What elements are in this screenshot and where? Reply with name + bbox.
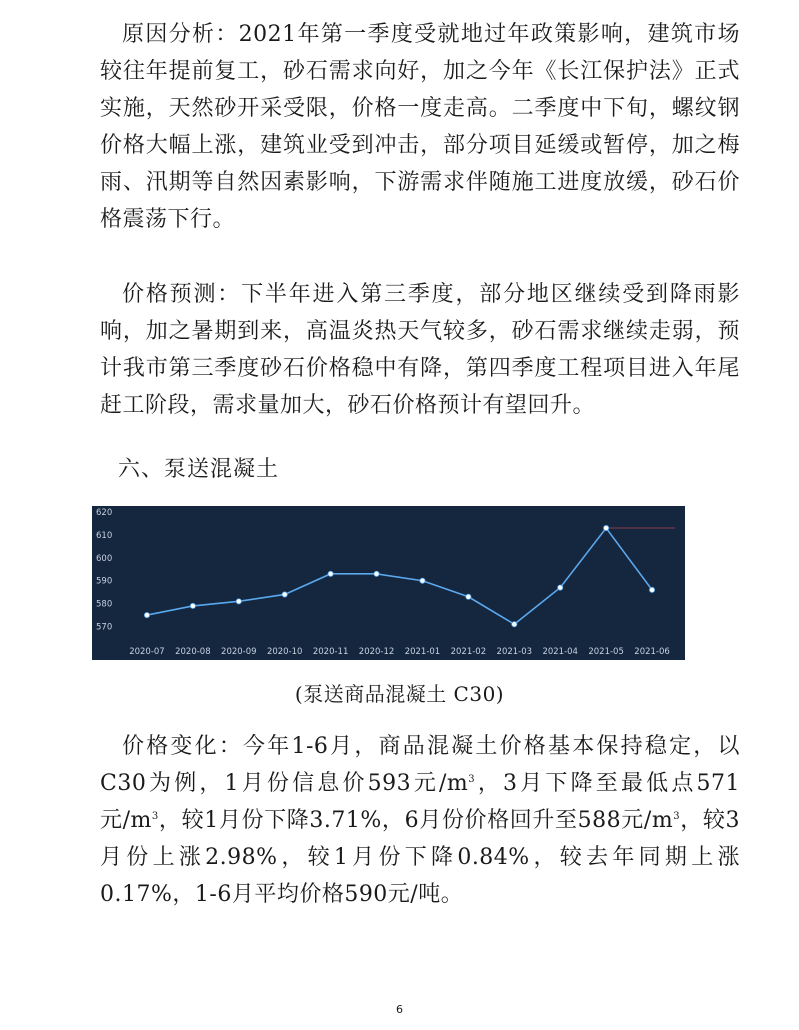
y-tick-label: 570 bbox=[96, 622, 113, 633]
superscript-cubic: 3 bbox=[673, 811, 681, 822]
data-point bbox=[190, 603, 195, 608]
superscript-cubic: 3 bbox=[468, 774, 476, 785]
x-tick-label: 2021-05 bbox=[588, 647, 624, 657]
x-tick-label: 2021-06 bbox=[634, 647, 670, 657]
section-heading: 六、泵送混凝土 bbox=[118, 457, 280, 482]
x-tick-label: 2021-02 bbox=[450, 647, 487, 657]
price-series-line bbox=[147, 528, 652, 624]
x-tick-label: 2020-10 bbox=[266, 647, 303, 657]
y-tick-label: 580 bbox=[96, 599, 113, 610]
price-change-text-2: ，3月下降至最低点571元/m bbox=[100, 771, 740, 833]
y-tick-label: 590 bbox=[96, 576, 113, 587]
page-number: 6 bbox=[396, 1003, 403, 1016]
line-chart-svg bbox=[92, 506, 685, 660]
y-tick-label: 620 bbox=[96, 508, 113, 518]
x-tick-label: 2020-11 bbox=[312, 647, 349, 657]
y-tick-label: 600 bbox=[96, 553, 113, 564]
data-point bbox=[328, 571, 333, 576]
data-point bbox=[236, 599, 241, 604]
x-tick-label: 2020-09 bbox=[221, 647, 257, 657]
data-point bbox=[558, 585, 563, 590]
x-tick-label: 2021-01 bbox=[404, 647, 441, 657]
y-tick-label: 610 bbox=[96, 530, 113, 541]
x-tick-label: 2020-12 bbox=[358, 647, 395, 657]
cause-analysis-paragraph: 原因分析：2021年第一季度受就地过年政策影响，建筑市场较往年提前复工，砂石需求向好，加之今年《长江保护法》正式实施，天然砂开采受限，价格一度走高。二季度中下旬，螺纹钢价格大幅上涨，建筑业受到冲击，部分项目延缓或暂停，加之梅雨、汛期等自然因素影响，下游需求伴随施工进度放缓，砂石价格震荡下行。 bbox=[100, 22, 740, 232]
data-point bbox=[649, 587, 654, 592]
data-point bbox=[420, 578, 425, 583]
data-point bbox=[604, 525, 609, 530]
data-point bbox=[466, 594, 471, 599]
superscript-cubic: 3 bbox=[151, 811, 159, 822]
price-change-text-1: 价格变化：今年1-6月，商品混凝土价格基本保持稳定，以C30为例，1月份信息价593元/m bbox=[100, 734, 740, 796]
x-tick-label: 2020-07 bbox=[129, 647, 165, 657]
data-point bbox=[282, 592, 287, 597]
price-forecast-paragraph: 价格预测：下半年进入第三季度，部分地区继续受到降雨影响，加之暑期到来，高温炎热天气较多，砂石需求继续走弱，预计我市第三季度砂石价格稳中有降，第四季度工程项目进入年尾赶工阶段，需求量加大，砂石价格预计有望回升。 bbox=[100, 282, 740, 418]
price-change-paragraph bbox=[100, 728, 740, 913]
data-point bbox=[374, 571, 379, 576]
x-tick-label: 2021-03 bbox=[496, 647, 533, 657]
chart-caption: (泵送商品混凝土 C30) bbox=[294, 682, 505, 706]
price-change-text-3: ，较1月份下降3.71%，6月份价格回升至588元/m bbox=[158, 808, 674, 833]
data-point bbox=[144, 612, 149, 617]
price-change-text-4: ，较3月份上涨2.98%，较1月份下降0.84%，较去年同期上涨0.17%，1-6月平均价格590元/吨。 bbox=[100, 808, 741, 907]
concrete-price-chart bbox=[92, 506, 685, 660]
x-tick-label: 2021-04 bbox=[542, 647, 578, 657]
data-point bbox=[512, 622, 517, 627]
x-tick-label: 2020-08 bbox=[175, 647, 211, 657]
